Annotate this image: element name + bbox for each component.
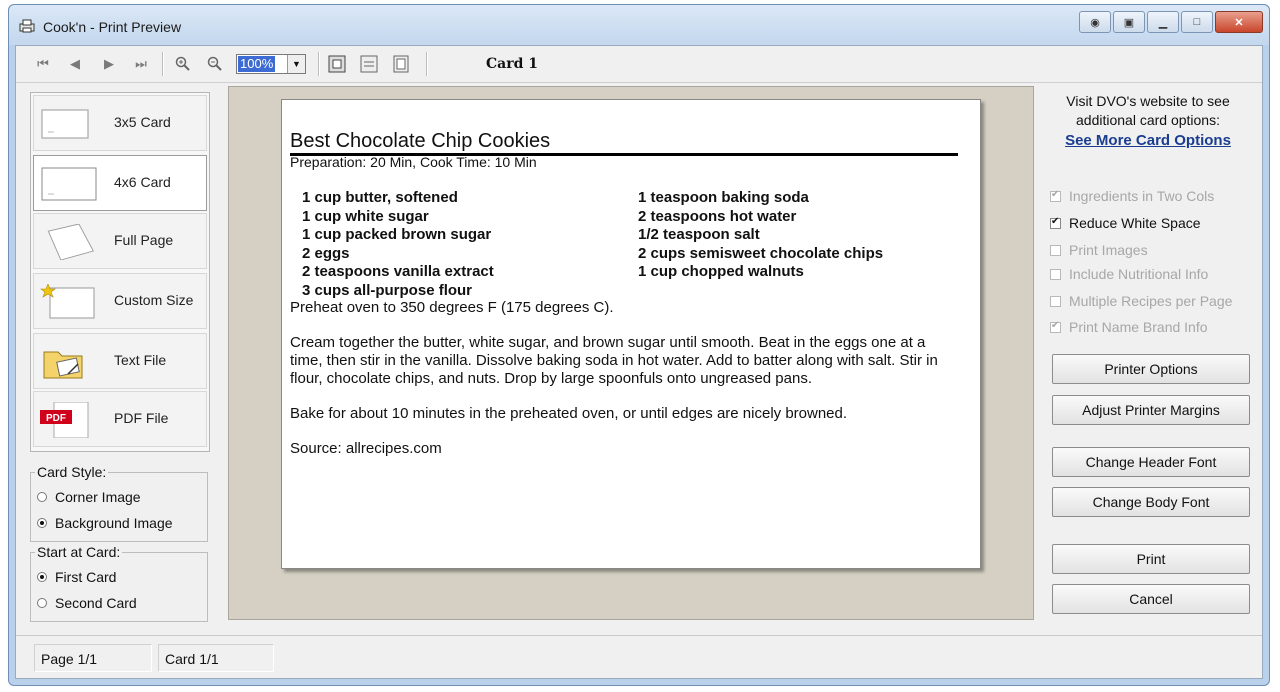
help-button[interactable] <box>1079 11 1111 33</box>
checkbox[interactable] <box>1050 191 1061 202</box>
checkbox[interactable] <box>1050 296 1061 307</box>
checkbox[interactable] <box>1050 269 1061 280</box>
settings-button[interactable] <box>1113 11 1145 33</box>
zoom-select[interactable] <box>236 54 306 74</box>
text-file-icon <box>40 344 98 380</box>
printer-options-button[interactable]: Printer Options <box>1052 354 1250 384</box>
one-page-view-icon[interactable] <box>328 55 346 73</box>
print-images-checkbox[interactable] <box>1050 242 1148 258</box>
ingredient: 1 cup packed brown sugar <box>302 226 492 243</box>
card-type-label: PDF File <box>114 410 169 426</box>
second-card-radio[interactable] <box>37 595 137 611</box>
card-4x6-icon <box>40 166 98 202</box>
title-bar[interactable] <box>9 5 1269 45</box>
card-type-label: Full Page <box>114 232 174 248</box>
right-panel <box>1042 90 1258 650</box>
card-type-full-page[interactable] <box>33 213 207 269</box>
ingredient: 2 cups semisweet chocolate chips <box>638 244 884 262</box>
window-controls <box>1079 11 1263 33</box>
app-icon <box>19 19 35 33</box>
custom-size-icon <box>40 284 98 320</box>
pdf-badge-text: PDF <box>46 413 66 424</box>
recipe-source: Source: allrecipes.com <box>290 440 442 457</box>
print-button[interactable]: Print <box>1052 544 1250 574</box>
card-style-group <box>30 464 208 542</box>
toolbar-separator <box>162 52 164 76</box>
ingredient: 2 teaspoons hot water <box>638 207 797 225</box>
checkbox[interactable] <box>1050 245 1061 256</box>
background-image-radio[interactable] <box>37 515 173 531</box>
two-page-view-icon[interactable] <box>360 55 378 73</box>
radio-button[interactable] <box>37 518 47 528</box>
first-page-icon[interactable]: ⏮ <box>37 56 49 71</box>
radio-label: Background Image <box>55 515 173 531</box>
recipe-directions <box>290 299 950 475</box>
change-header-font-button[interactable]: Change Header Font <box>1052 447 1250 477</box>
reduce-white-space-checkbox[interactable] <box>1050 215 1201 231</box>
page-count: Page 1/1 <box>34 644 152 672</box>
ingredient: 2 eggs <box>302 244 350 262</box>
direction-paragraph: Preheat oven to 350 degrees F (175 degrees C). <box>290 299 614 316</box>
last-page-icon[interactable]: ⏭ <box>135 56 147 71</box>
checkbox[interactable] <box>1050 218 1061 229</box>
zoom-value: 100% <box>240 56 274 71</box>
radio-label: Second Card <box>55 595 137 611</box>
left-panel <box>30 92 220 664</box>
gear-icon: ▣ <box>1123 16 1135 29</box>
zoom-in-icon[interactable] <box>174 55 192 73</box>
page-width-view-icon[interactable] <box>392 55 410 73</box>
current-card-label: Card 1 <box>486 56 538 72</box>
adjust-printer-margins-button[interactable]: Adjust Printer Margins <box>1052 395 1250 425</box>
prep-time: Preparation: 20 Min, Cook Time: 10 Min <box>290 154 537 170</box>
maximize-icon: □ <box>1193 16 1201 28</box>
card-count: Card 1/1 <box>158 644 274 672</box>
checkbox-label: Multiple Recipes per Page <box>1069 293 1233 309</box>
card-style-title: Card Style: <box>37 464 107 480</box>
card-type-label: 3x5 Card <box>114 114 171 130</box>
ingredient: 2 teaspoons vanilla extract <box>302 263 494 280</box>
card-type-text-file[interactable] <box>33 333 207 389</box>
toolbar-separator <box>426 52 428 76</box>
card-type-3x5[interactable] <box>33 95 207 151</box>
ingredients-right-column <box>638 189 883 282</box>
radio-button[interactable] <box>37 572 47 582</box>
ingredients-two-cols-checkbox[interactable] <box>1050 188 1214 204</box>
corner-image-radio[interactable] <box>37 489 141 505</box>
close-icon: ✕ <box>1234 16 1244 29</box>
checkbox-label: Include Nutritional Info <box>1069 266 1209 282</box>
ingredient: 1 cup chopped walnuts <box>638 263 804 280</box>
ingredient: 1 teaspoon baking soda <box>638 189 809 206</box>
multiple-recipes-checkbox[interactable] <box>1050 293 1232 309</box>
minimize-button[interactable] <box>1147 11 1179 33</box>
print-name-brand-checkbox[interactable] <box>1050 319 1208 335</box>
print-preview-window <box>8 4 1270 686</box>
cancel-button[interactable]: Cancel <box>1052 584 1250 614</box>
include-nutritional-info-checkbox[interactable] <box>1050 266 1208 282</box>
dvo-website-text: Visit DVO's website to see additional card options: <box>1066 93 1230 128</box>
direction-paragraph: Bake for about 10 minutes in the preheated oven, or until edges are nicely browned. <box>290 405 848 422</box>
checkbox-label: Reduce White Space <box>1069 215 1201 231</box>
start-at-card-title: Start at Card: <box>37 544 121 560</box>
pdf-file-icon <box>40 402 98 438</box>
radio-label: First Card <box>55 569 117 585</box>
zoom-out-icon[interactable] <box>206 55 224 73</box>
card-type-4x6[interactable] <box>33 155 207 211</box>
radio-button[interactable] <box>37 598 47 608</box>
full-page-icon <box>40 224 98 260</box>
card-type-label: 4x6 Card <box>114 174 171 190</box>
eye-icon: ◉ <box>1090 16 1100 29</box>
checkbox-label: Print Name Brand Info <box>1069 319 1208 335</box>
radio-label: Corner Image <box>55 489 141 505</box>
previous-page-icon[interactable]: ◀ <box>70 56 80 71</box>
status-bar <box>16 635 1262 678</box>
card-type-custom-size[interactable] <box>33 273 207 329</box>
client-area <box>15 45 1263 679</box>
recipe-card-page <box>281 99 981 569</box>
card-type-pdf-file[interactable] <box>33 391 207 447</box>
checkbox-label: Print Images <box>1069 242 1148 258</box>
maximize-button[interactable] <box>1181 11 1213 33</box>
toolbar <box>16 46 1262 83</box>
ingredients-left-column <box>302 189 494 300</box>
window-title: Cook'n - Print Preview <box>43 19 182 35</box>
ingredient: 1 cup butter, softened <box>302 189 458 206</box>
next-page-icon[interactable]: ▶ <box>104 56 114 71</box>
first-card-radio[interactable] <box>37 569 116 585</box>
toolbar-separator <box>318 52 320 76</box>
checkbox[interactable] <box>1050 322 1061 333</box>
card-type-label: Custom Size <box>114 292 194 308</box>
chevron-down-icon[interactable]: ▼ <box>287 55 305 73</box>
checkbox-label: Ingredients in Two Cols <box>1069 188 1215 204</box>
change-body-font-button[interactable]: Change Body Font <box>1052 487 1250 517</box>
ingredient: 1/2 teaspoon salt <box>638 226 760 243</box>
radio-button[interactable] <box>37 492 47 502</box>
direction-paragraph: Cream together the butter, white sugar, and brown sugar until smooth. Beat in the eggs one at a time, then stir in the vanilla. Dissolve baking soda in hot water. Add to batter along with salt. Stir in flour, chocolate chips, and nuts. Drop by large spoonfuls onto ungreased pans. <box>290 334 938 387</box>
ingredient: 1 cup white sugar <box>302 207 429 225</box>
minimize-icon: ▁ <box>1158 16 1168 29</box>
close-button[interactable] <box>1215 11 1263 33</box>
see-more-card-options-link[interactable]: See More Card Options <box>1065 132 1231 149</box>
card-type-list <box>30 92 210 452</box>
start-at-card-group <box>30 544 208 622</box>
ingredient: 3 cups all-purpose flour <box>302 281 473 299</box>
preview-pane[interactable] <box>228 86 1034 620</box>
card-3x5-icon <box>40 106 98 142</box>
recipe-title: Best Chocolate Chip Cookies <box>290 130 551 152</box>
card-type-label: Text File <box>114 352 167 368</box>
